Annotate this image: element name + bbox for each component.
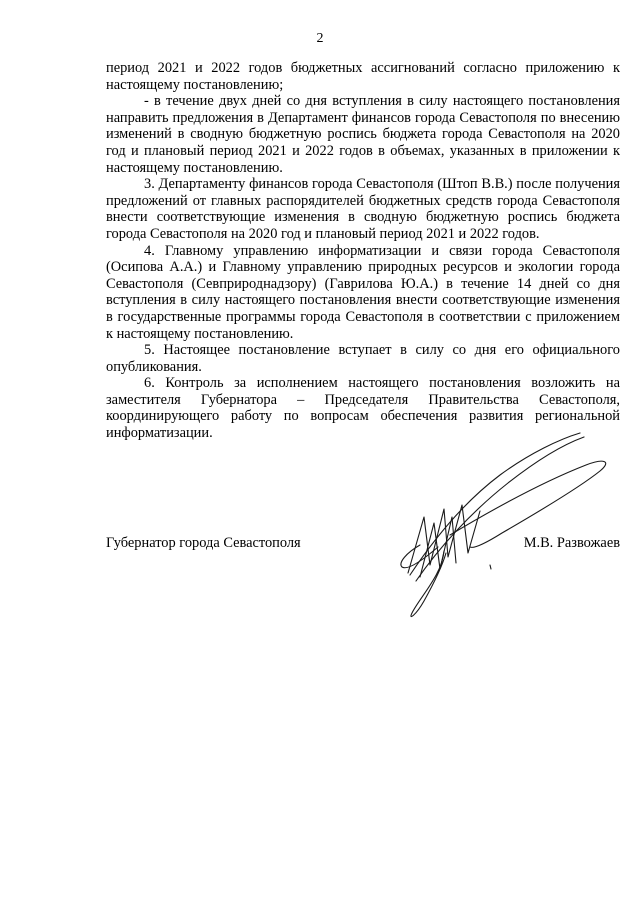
signatory-name: М.В. Развожаев — [523, 535, 620, 551]
signatory-title: Губернатор города Севастополя — [106, 535, 301, 551]
paragraph-dash-item: - в течение двух дней со дня вступления в силу настоящего постановления направить предложения в Департамент финансов города Севастополя по внесению изменений в сводную бюджетную роспись бюджета города Севастополя на 2020 год и плановый период 2021 и 2022 годов в объемах, указанных в приложении к настоящему постановлению. — [106, 93, 620, 176]
handwritten-signature-icon — [390, 425, 620, 620]
paragraph-item-4: 4. Главному управлению информатизации и связи города Севастополя (Осипова А.А.) и Главному управлению природных ресурсов и экологии города Севастополя (Севприроднадзору) (Гаврилова Ю.А.) в течение 14 дней со дня вступления в силу настоящего постановления внести соответствующие изменения в государственные программы города Севастополя в соответствии с приложением к настоящему постановлению. — [106, 242, 620, 342]
paragraph-item-5: 5. Настоящее постановление вступает в силу со дня его официального опубликования. — [106, 342, 620, 375]
paragraph-item-3: 3. Департаменту финансов города Севастополя (Штоп В.В.) после получения предложений от главных распорядителей бюджетных средств города Севастополя внести соответствующие изменения в сводную бюджетную роспись бюджета города Севастополя на 2020 год и плановый период 2021 и 2022 годов. — [106, 176, 620, 242]
paragraph-item-6: 6. Контроль за исполнением настоящего постановления возложить на заместителя Губернатора – Председателя Правительства Севастополя, координирующего работу по вопросам обеспечения развития региональной информатизации. — [106, 375, 620, 442]
document-body — [106, 60, 620, 442]
page-number: 2 — [316, 31, 324, 46]
paragraph-continuation: период 2021 и 2022 годов бюджетных ассигнований согласно приложению к настоящему постановлению; — [106, 60, 620, 93]
